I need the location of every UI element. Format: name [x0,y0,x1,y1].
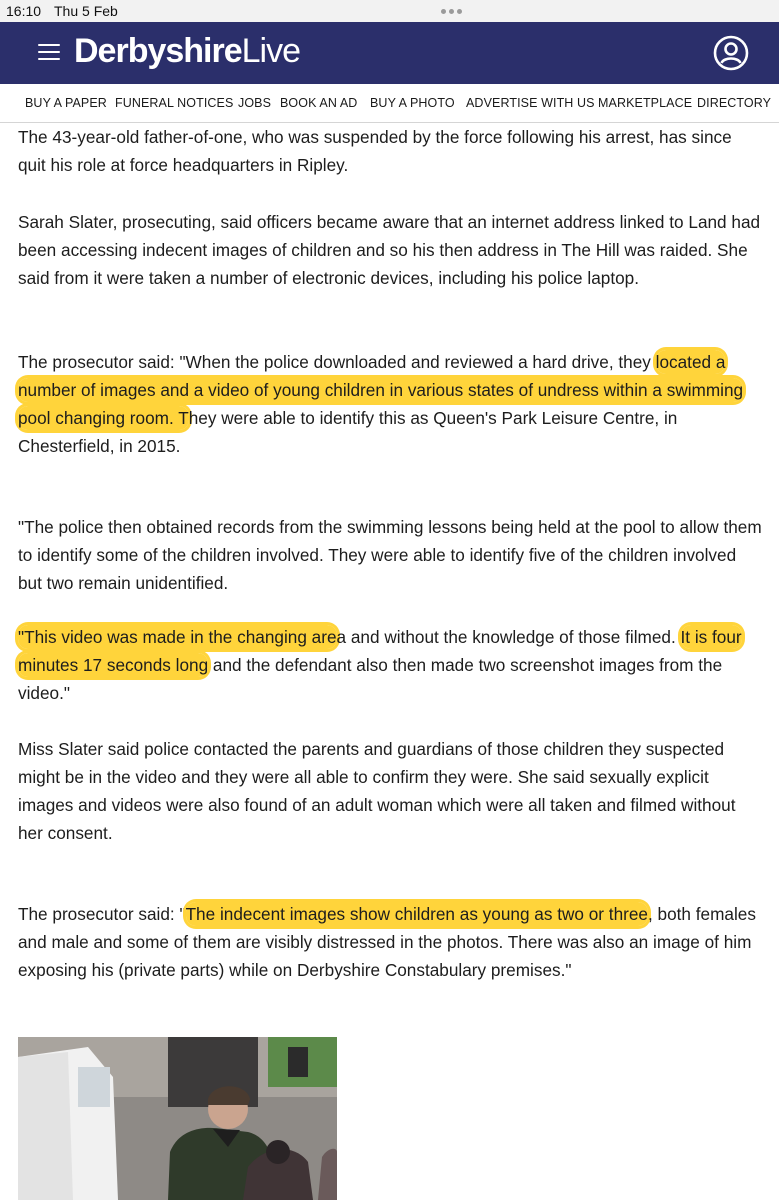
section-nav [0,84,779,123]
nav-directory[interactable]: DIRECTORY [697,96,772,110]
multitasking-dots-icon[interactable] [441,9,462,14]
status-date: Thu 5 Feb [54,3,118,19]
paragraph-text: hey were able to identify this as Queen's Park Leisure Centre, in Chesterfield, in 2015. [18,408,678,456]
nav-jobs[interactable]: JOBS [238,96,272,110]
hamburger-menu-icon[interactable] [38,44,60,60]
nav-buy-a-paper[interactable]: BUY A PAPER [25,96,107,110]
site-logo[interactable] [74,32,300,71]
article-photo[interactable] [18,1037,337,1200]
paragraph-text: , both females and male and some of them are visibly distressed in the photos. There was also an image of him exposing his (private parts) while on Derbyshire Constabulary premises." [18,904,756,980]
paragraph-text: The prosecutor said: "When the police downloaded and reviewed a hard drive, they [18,352,656,372]
logo-text-derbyshire: Derbyshire [74,32,242,70]
article-paragraph: Sarah Slater, prosecuting, said officers became aware that an internet address linked to Land had been accessing indecent images of children and so his then address in The Hill was raided. She said from it were taken a number of electronic devices, including his police laptop. [18,212,761,288]
article-paragraph [18,623,763,707]
nav-advertise-with-us[interactable]: ADVERTISE WITH US [466,96,595,110]
paragraph-text: The prosecutor said: " [18,904,186,924]
nav-book-an-ad[interactable]: BOOK AN AD [280,96,358,110]
article-paragraph [18,348,763,460]
highlighted-text: located a number of images and a video of young children in various states of undress within a swimming pool changing room. T [18,352,744,428]
site-header [0,22,779,84]
paragraph-text: a and without the knowledge of those filmed. [336,627,681,647]
article-paragraph [18,900,763,984]
article-paragraph: Miss Slater said police contacted the parents and guardians of those children they suspected might be in the video and they were all able to confirm they were. She said sexually explicit images and videos were also found of an adult woman which were all taken and filmed without her consent. [18,739,736,843]
article-paragraph: The 43-year-old father-of-one, who was suspended by the force following his arrest, has since quit his role at force headquarters in Ripley. [18,127,732,175]
nav-buy-a-photo[interactable]: BUY A PHOTO [370,96,455,110]
nav-funeral-notices[interactable]: FUNERAL NOTICES [115,96,234,110]
highlighted-text: The indecent images show children as young as two or three [185,904,648,924]
nav-marketplace[interactable]: MARKETPLACE [598,96,693,110]
highlighted-text: "This video was made in the changing are [18,627,337,647]
paragraph-text: and the defendant also then made two screenshot images from the video." [18,655,723,703]
highlighted-text: It is four minutes 17 seconds long [18,627,742,675]
account-icon[interactable] [713,35,749,71]
status-bar [0,0,779,22]
logo-text-live: Live [241,32,301,70]
article-paragraph: "The police then obtained records from the swimming lessons being held at the pool to allow them to identify some of the children involved. They were able to identify five of the children involved but two remain unidentified. [18,517,762,593]
status-time: 16:10 [6,3,42,19]
